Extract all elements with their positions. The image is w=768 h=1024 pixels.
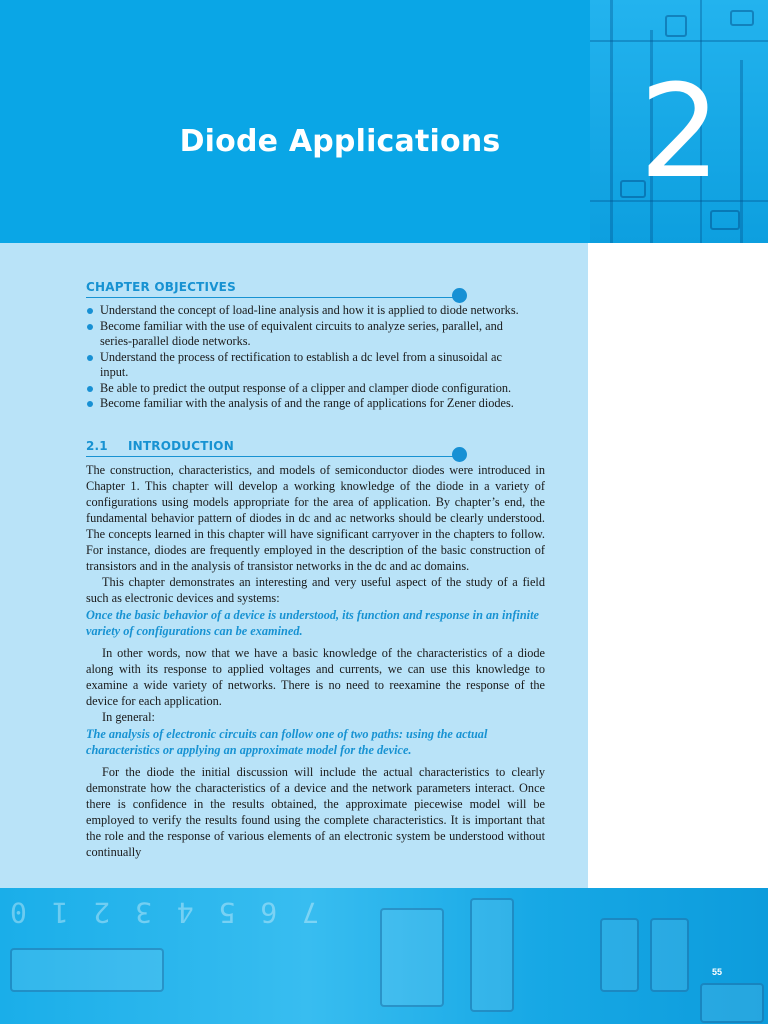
section-heading-dot [452, 447, 467, 462]
objectives-list [86, 303, 531, 412]
decorative-component [600, 918, 639, 992]
objective-item: Become familiar with the use of equivalent circuits to analyze series, parallel, and series-parallel diode networks. [86, 319, 531, 350]
paragraph: For the diode the initial discussion will include the actual characteristics to clearly demonstrate how the characteristics of a device and the network parameters interact. Once there is confidence in the results obtained, the approximate piecewise model will be employed to verify the results found using the complete characteristics. It is important that the role and the response of various elements of an electronic system be understood without continually [86, 765, 545, 859]
objectives-heading-dot [452, 288, 467, 303]
objective-item: Become familiar with the analysis of and the range of applications for Zener diodes. [86, 396, 531, 412]
paragraph: In other words, now that we have a basic knowledge of the characteristics of a diode along with its response to applied voltages and currents, we can use this knowledge to examine a wide variety of networks. There is no need to reexamine the response of the device for each application. [86, 646, 545, 708]
decorative-component [10, 948, 164, 992]
objective-item: Understand the concept of load-line analysis and how it is applied to diode networks. [86, 303, 531, 319]
objective-item: Understand the process of rectification to establish a dc level from a sinusoidal ac input. [86, 350, 531, 381]
page-number: 55 [712, 967, 723, 977]
right-margin [588, 243, 768, 888]
paragraph: In general: [102, 710, 155, 724]
objective-item: Be able to predict the output response of a clipper and clamper diode configuration. [86, 381, 531, 397]
paragraph: The construction, characteristics, and models of semiconductor diodes were introduced in Chapter 1. This chapter will develop a working knowledge of the diode in a variety of configurations using models appropriate for the area of application. By chapter’s end, the fundamental behavior pattern of diodes in dc and ac networks should be clearly understood. The concepts learned in this chapter will have significant carryover in the chapters to follow. For instance, diodes are frequently employed in the description of the basic construction of transistors and in the analysis of transistor networks in the dc and ac domains. [86, 463, 545, 573]
chapter-header-band [0, 0, 768, 243]
decorative-digits: 7 6 5 4 3 2 1 0 [6, 896, 319, 929]
highlight-statement: Once the basic behavior of a device is understood, its function and response in an infinite variety of configurations can be examined. [86, 608, 539, 638]
footer-band [0, 888, 768, 1024]
body-text [86, 462, 545, 860]
section-title: INTRODUCTION [128, 439, 234, 453]
paragraph: This chapter demonstrates an interesting and very useful aspect of the study of a field such as electronic devices and systems: [86, 575, 545, 605]
chapter-title: Diode Applications [179, 124, 501, 159]
chapter-number: 2 [639, 58, 721, 207]
objectives-heading [86, 280, 461, 298]
section-heading [86, 439, 461, 457]
highlight-statement: The analysis of electronic circuits can follow one of two paths: using the actual characteristics or applying an approximate model for the device. [86, 727, 488, 757]
decorative-component [470, 898, 514, 1012]
objectives-heading-text: CHAPTER OBJECTIVES [86, 280, 236, 294]
decorative-component [650, 918, 689, 992]
decorative-component [380, 908, 444, 1007]
decorative-component [700, 983, 764, 1023]
section-number: 2.1 [86, 439, 108, 453]
